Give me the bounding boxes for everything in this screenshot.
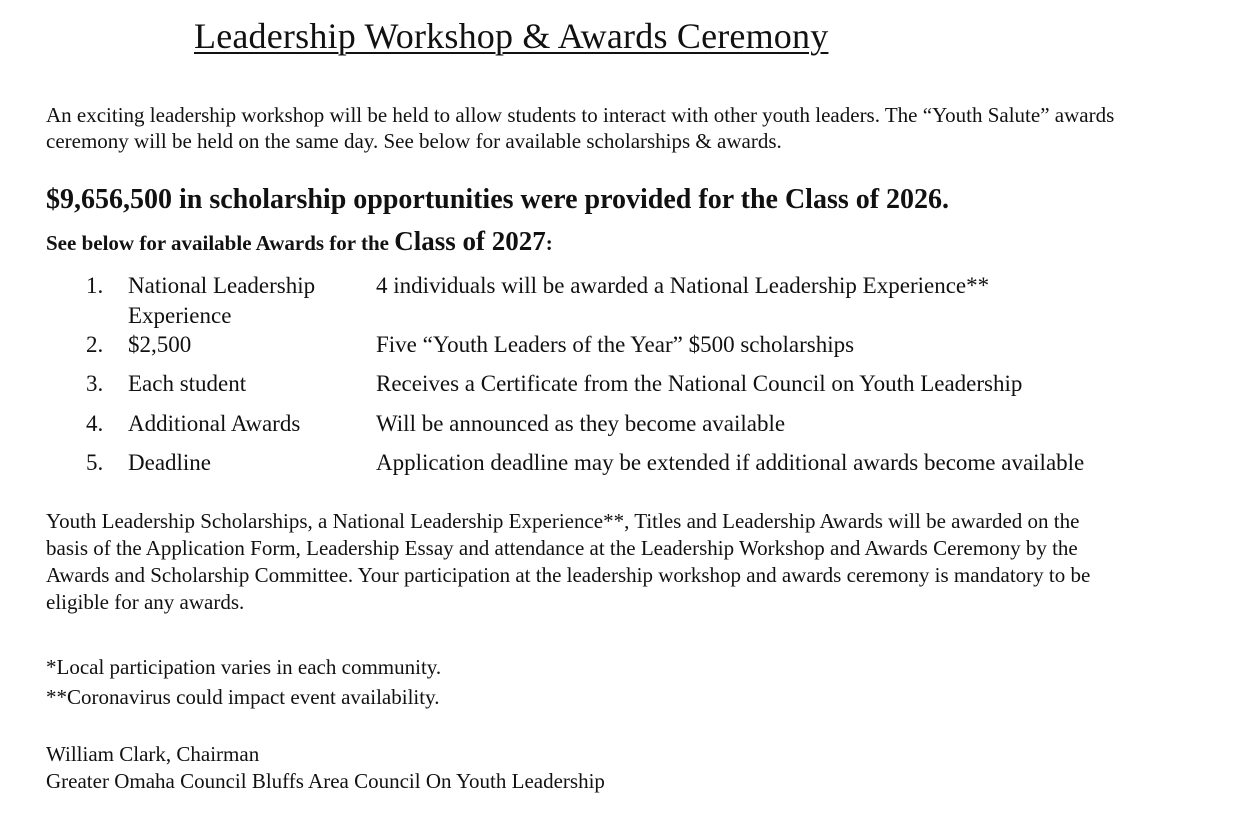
subhead-class: Class of 2027	[394, 226, 546, 256]
award-item	[0, 409, 1234, 448]
eligibility-paragraph: Youth Leadership Scholarships, a National Leadership Experience**, Titles and Leadership Awards will be awarded on the basis of the Application Form, Leadership Essay and attendance at the Leadership Workshop and Awards Ceremony by the Awards and Scholarship Committee. Your participation at the leadership workshop and awards ceremony is mandatory to be eligible for any awards.	[46, 509, 1091, 614]
award-name: $2,500	[128, 332, 192, 357]
award-item	[0, 330, 1234, 369]
awards-subheading	[46, 225, 553, 259]
award-name: Deadline	[128, 450, 212, 475]
award-item	[0, 369, 1234, 409]
award-number: 1.	[86, 273, 104, 298]
award-number: 2.	[86, 332, 104, 357]
intro-paragraph: An exciting leadership workshop will be held to allow students to interact with other youth leaders. The “Youth Salute” awards ceremony will be held on the same day. See below for available scholarships & awards.	[46, 103, 1115, 153]
signature-name: William Clark, Chairman	[46, 742, 260, 766]
award-description: Five “Youth Leaders of the Year” $500 scholarships	[376, 332, 855, 357]
footnote-local: *Local participation varies in each community.	[46, 655, 442, 679]
award-item	[0, 448, 1234, 484]
document-title: Leadership Workshop & Awards Ceremony	[194, 16, 829, 56]
award-name: National Leadership Experience	[128, 273, 316, 328]
award-description: 4 individuals will be awarded a National Leadership Experience**	[376, 273, 990, 298]
award-number: 5.	[86, 450, 104, 475]
award-name: Additional Awards	[128, 411, 301, 436]
award-name: Each student	[128, 371, 247, 396]
awards-list	[0, 271, 1234, 484]
award-description: Will be announced as they become available	[376, 411, 786, 436]
award-number: 3.	[86, 371, 104, 396]
award-number: 4.	[86, 411, 104, 436]
signature-organization: Greater Omaha Council Bluffs Area Council On Youth Leadership	[46, 769, 605, 793]
award-item	[0, 271, 1234, 330]
subhead-suffix: :	[545, 231, 553, 255]
subhead-prefix: See below for available Awards for the	[46, 231, 395, 255]
award-description: Application deadline may be extended if additional awards become available	[376, 450, 1085, 475]
scholarship-headline: $9,656,500 in scholarship opportunities were provided for the Class of 2026.	[46, 184, 950, 215]
footnote-coronavirus: **Coronavirus could impact event availability.	[46, 685, 440, 709]
award-description: Receives a Certificate from the National Council on Youth Leadership	[376, 371, 1023, 396]
